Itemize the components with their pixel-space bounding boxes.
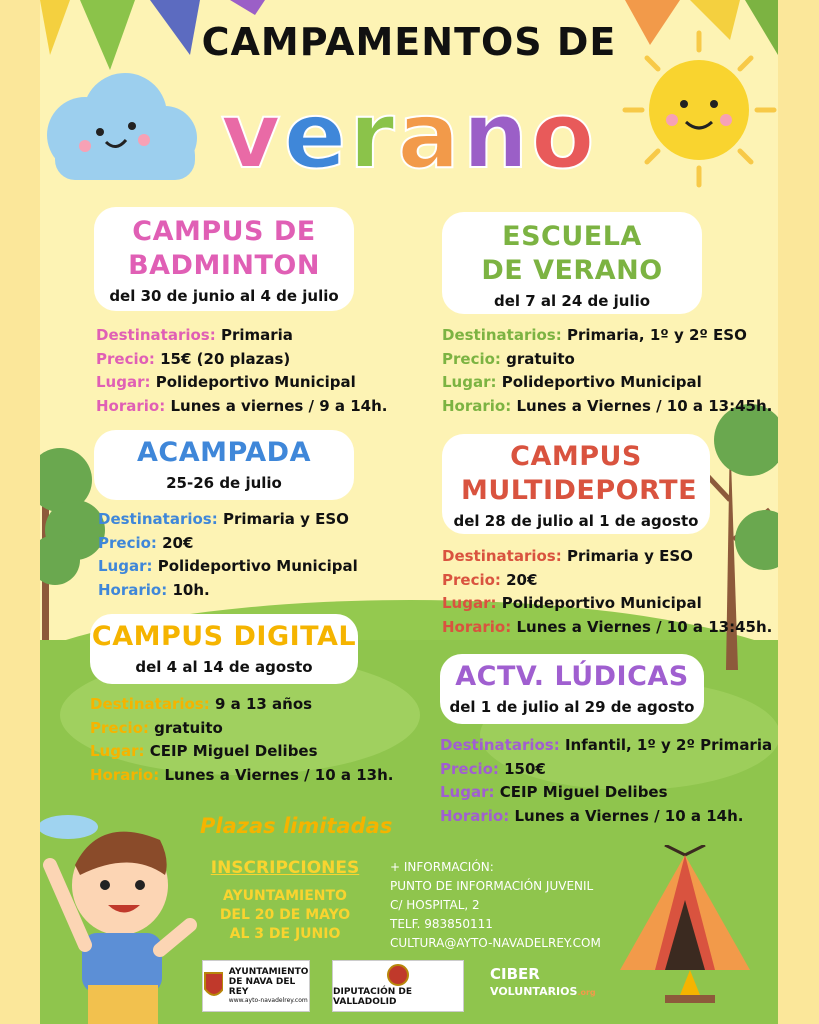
info-row xyxy=(90,740,394,764)
camp-dates: del 7 al 24 de julio xyxy=(493,291,651,310)
coat-of-arms-icon xyxy=(387,964,409,986)
info-row xyxy=(90,764,394,788)
info-label: Horario: xyxy=(96,396,171,415)
camp-title: ESCUELA DE VERANO xyxy=(481,221,663,286)
info-label: Lugar: xyxy=(90,742,150,760)
poster-title-line1: CAMPAMENTOS DE xyxy=(201,20,617,64)
info-value: Lunes a Viernes / 10 a 13:45h. xyxy=(516,617,773,636)
info-row xyxy=(96,324,387,348)
info-row xyxy=(442,324,772,348)
inscripciones-place: AYUNTAMIENTO xyxy=(223,888,347,904)
info-label: Horario: xyxy=(440,806,515,825)
camp-dates: del 28 de julio al 1 de agosto xyxy=(453,511,699,530)
logo-diputacion-valladolid xyxy=(332,960,464,1012)
info-label: Destinatarios: xyxy=(442,326,567,344)
info-label: Lugar: xyxy=(98,557,158,575)
info-value: Lunes a Viernes / 10 a 13h. xyxy=(164,765,394,784)
camp-card-digital xyxy=(90,614,358,684)
camp-title: ACAMPADA xyxy=(137,437,311,468)
info-value: CEIP Miguel Delibes xyxy=(149,742,318,760)
info-row xyxy=(96,348,387,372)
camp-title: ACTV. LÚDICAS xyxy=(455,661,689,692)
title-letter: a xyxy=(397,82,463,189)
logo-cibervoluntarios xyxy=(490,966,596,1001)
contact-line: C/ HOSPITAL, 2 xyxy=(390,898,480,912)
info-value: Lunes a viernes / 9 a 14h. xyxy=(170,396,388,415)
camp-info-acampada xyxy=(98,508,358,602)
info-row xyxy=(440,758,772,782)
inscripciones-heading: INSCRIPCIONES xyxy=(210,858,360,878)
info-label: Destinatarios: xyxy=(442,547,567,565)
title-letter: o xyxy=(531,82,598,189)
plazas-limitadas-label: Plazas limitadas xyxy=(200,814,393,838)
camp-title: CAMPUS DIGITAL xyxy=(91,621,357,652)
info-value: 9 a 13 años xyxy=(214,695,313,713)
info-value: gratuito xyxy=(154,718,223,737)
info-value: 10h. xyxy=(172,580,210,599)
logo-text-line: DE NAVA DEL REY xyxy=(228,976,296,997)
camp-card-badminton xyxy=(94,207,354,311)
inscripciones-dates-2: AL 3 DE JUNIO xyxy=(229,926,341,942)
info-row xyxy=(442,371,772,395)
poster-title-verano xyxy=(40,82,778,189)
info-value: 150€ xyxy=(504,759,546,778)
info-label: Destinatarios: xyxy=(440,736,565,754)
info-row xyxy=(96,371,387,395)
info-label: Lugar: xyxy=(442,594,502,612)
info-value: Lunes a Viernes / 10 a 14h. xyxy=(514,806,744,825)
info-label: Precio: xyxy=(90,718,155,737)
logo-text-line: CIBER xyxy=(490,965,540,983)
camp-dates: del 4 al 14 de agosto xyxy=(135,657,313,676)
camp-card-multideporte xyxy=(442,434,710,534)
title-letter: r xyxy=(349,82,398,189)
info-label: Lugar: xyxy=(442,373,502,391)
poster xyxy=(40,0,778,1024)
contact-line: PUNTO DE INFORMACIÓN JUVENIL xyxy=(390,879,594,893)
camp-dates: del 30 de junio al 4 de julio xyxy=(109,286,339,305)
logo-ayuntamiento-nava-del-rey xyxy=(202,960,310,1012)
title-letter: n xyxy=(462,82,532,189)
info-row xyxy=(96,395,387,419)
info-label: Horario: xyxy=(98,580,173,599)
info-label: Horario: xyxy=(442,617,517,636)
info-row xyxy=(98,555,358,579)
camp-card-escuela xyxy=(442,212,702,314)
info-row xyxy=(442,569,772,593)
camp-card-acampada xyxy=(94,430,354,500)
info-label: Destinatarios: xyxy=(96,326,221,344)
info-value: Lunes a Viernes / 10 a 13:45h. xyxy=(516,396,773,415)
info-row xyxy=(98,508,358,532)
info-label: Destinatarios: xyxy=(90,695,215,713)
logo-text xyxy=(229,968,309,1004)
title-letter: v xyxy=(220,82,284,189)
info-row xyxy=(98,579,358,603)
info-row xyxy=(440,805,772,829)
info-row xyxy=(440,734,772,758)
info-label: Lugar: xyxy=(96,373,156,391)
child-illustration-icon xyxy=(40,805,200,1024)
info-label: Lugar: xyxy=(440,783,500,801)
info-label: Horario: xyxy=(442,396,517,415)
info-label: Horario: xyxy=(90,765,165,784)
contact-info xyxy=(390,858,601,953)
info-row xyxy=(98,532,358,556)
info-row xyxy=(440,781,772,805)
contact-line: TELF. 983850111 xyxy=(390,917,493,931)
info-label: Precio: xyxy=(442,570,507,589)
title-letter: e xyxy=(283,82,350,189)
info-value: 15€ (20 plazas) xyxy=(160,349,291,368)
info-value: Polideportivo Municipal xyxy=(157,557,358,575)
info-label: Precio: xyxy=(442,349,507,368)
info-label: Precio: xyxy=(98,533,163,552)
info-row xyxy=(90,693,394,717)
info-value: 20€ xyxy=(162,533,194,552)
camp-info-escuela xyxy=(442,324,772,418)
info-value: Infantil, 1º y 2º Primaria xyxy=(564,736,773,754)
camp-info-digital xyxy=(90,693,394,787)
logo-text-line: VOLUNTARIOS.org xyxy=(490,985,596,998)
logo-text-line: AYUNTAMIENTO xyxy=(228,966,309,977)
camp-dates: 25-26 de julio xyxy=(166,473,282,492)
camp-title: CAMPUS DE BADMINTON xyxy=(128,216,320,281)
info-value: Polideportivo Municipal xyxy=(155,373,356,391)
info-value: 20€ xyxy=(506,570,538,589)
coat-of-arms-icon xyxy=(203,971,223,1001)
info-value: Primaria xyxy=(220,326,293,344)
info-row xyxy=(442,616,772,640)
info-label: Precio: xyxy=(96,349,161,368)
tent-icon xyxy=(610,845,778,1024)
logo-url: www.ayto-navadelrey.com xyxy=(228,996,308,1004)
info-row xyxy=(442,348,772,372)
info-value: CEIP Miguel Delibes xyxy=(499,783,668,801)
info-row xyxy=(90,717,394,741)
logo-text: DIPUTACIÓN DE VALLADOLID xyxy=(333,987,413,1007)
info-value: gratuito xyxy=(506,349,575,368)
inscripciones-dates-1: DEL 20 DE MAYO xyxy=(219,907,351,923)
info-label: Precio: xyxy=(440,759,505,778)
camp-info-badminton xyxy=(96,324,387,418)
info-value: Primaria y ESO xyxy=(222,510,349,528)
camp-info-ludicas xyxy=(440,734,772,828)
camp-title: CAMPUS MULTIDEPORTE xyxy=(461,441,698,506)
camp-dates: del 1 de julio al 29 de agosto xyxy=(449,697,695,716)
camp-info-multideporte xyxy=(442,545,772,639)
info-row xyxy=(442,395,772,419)
info-value: Polideportivo Municipal xyxy=(501,373,702,391)
info-label: Destinatarios: xyxy=(98,510,223,528)
contact-line: + INFORMACIÓN: xyxy=(390,860,494,874)
info-row xyxy=(442,545,772,569)
info-value: Primaria, 1º y 2º ESO xyxy=(566,326,747,344)
info-value: Primaria y ESO xyxy=(566,547,693,565)
camp-card-ludicas xyxy=(440,654,704,724)
contact-email: CULTURA@AYTO-NAVADELREY.COM xyxy=(390,936,601,950)
info-row xyxy=(442,592,772,616)
info-value: Polideportivo Municipal xyxy=(501,594,702,612)
